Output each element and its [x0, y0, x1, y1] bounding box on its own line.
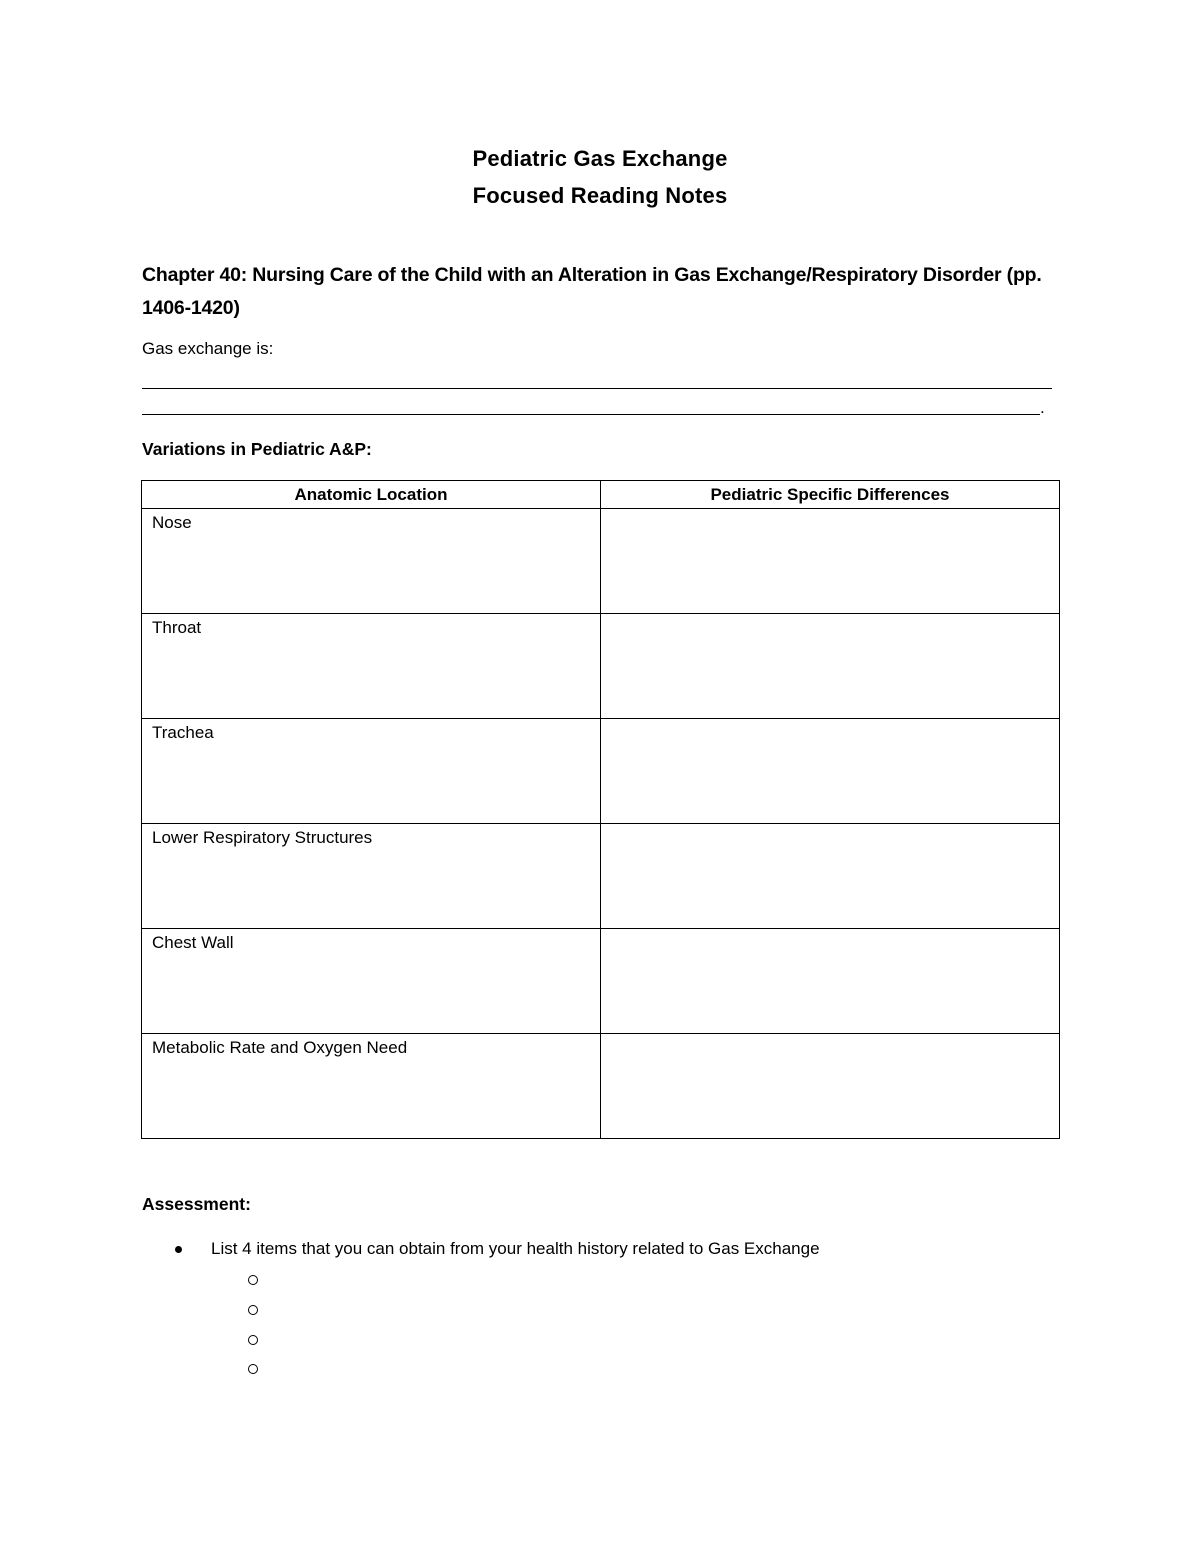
gas-exchange-label: Gas exchange is:	[142, 339, 274, 358]
table-row	[142, 509, 1060, 614]
chapter-heading: Chapter 40: Nursing Care of the Child with an Alteration in Gas Exchange/Respiratory Disorder (pp. 1406-1420)	[142, 264, 1042, 319]
location-label: Trachea	[152, 723, 214, 742]
location-cell	[142, 719, 601, 824]
table-row	[142, 929, 1060, 1034]
location-label: Throat	[152, 618, 202, 637]
assessment-heading: Assessment:	[142, 1194, 251, 1214]
column-header-pediatric-differences: Pediatric Specific Differences	[601, 481, 1060, 509]
answer-blank-line-2	[142, 414, 1040, 415]
sub-bullet-icon	[248, 1364, 258, 1374]
difference-cell	[601, 719, 1060, 824]
answer-blank-line-1	[142, 388, 1052, 389]
location-label: Metabolic Rate and Oxygen Need	[152, 1038, 408, 1057]
location-label: Chest Wall	[152, 933, 234, 952]
difference-cell	[601, 1034, 1060, 1139]
table-row	[142, 824, 1060, 929]
location-label: Nose	[152, 513, 192, 532]
difference-text	[601, 1034, 1059, 1038]
location-label: Lower Respiratory Structures	[152, 828, 373, 847]
difference-text	[601, 719, 1059, 723]
sub-bullet-icon	[248, 1275, 258, 1285]
location-cell	[142, 509, 601, 614]
table-row	[142, 1034, 1060, 1139]
difference-cell	[601, 824, 1060, 929]
page-title: Pediatric Gas Exchange	[472, 146, 728, 171]
variations-heading: Variations in Pediatric A&P:	[142, 439, 372, 459]
location-cell	[142, 824, 601, 929]
difference-text	[601, 614, 1059, 618]
anatomy-differences-table	[141, 480, 1060, 1139]
column-header-anatomic-location: Anatomic Location	[142, 481, 601, 509]
table-header-row	[142, 481, 1060, 509]
location-cell	[142, 929, 601, 1034]
assessment-bullet-text: List 4 items that you can obtain from your health history related to Gas Exchange	[211, 1239, 820, 1258]
location-cell	[142, 614, 601, 719]
difference-cell	[601, 614, 1060, 719]
bullet-icon	[175, 1246, 182, 1253]
difference-text	[601, 929, 1059, 933]
location-cell	[142, 1034, 601, 1139]
page-subtitle: Focused Reading Notes	[472, 183, 728, 208]
difference-cell	[601, 929, 1060, 1034]
difference-text	[601, 824, 1059, 828]
difference-cell	[601, 509, 1060, 614]
table-row	[142, 719, 1060, 824]
table-row	[142, 614, 1060, 719]
difference-text	[601, 509, 1059, 513]
sub-bullet-icon	[248, 1305, 258, 1315]
answer-blank-end-mark: .	[1040, 398, 1045, 417]
sub-bullet-icon	[248, 1335, 258, 1345]
